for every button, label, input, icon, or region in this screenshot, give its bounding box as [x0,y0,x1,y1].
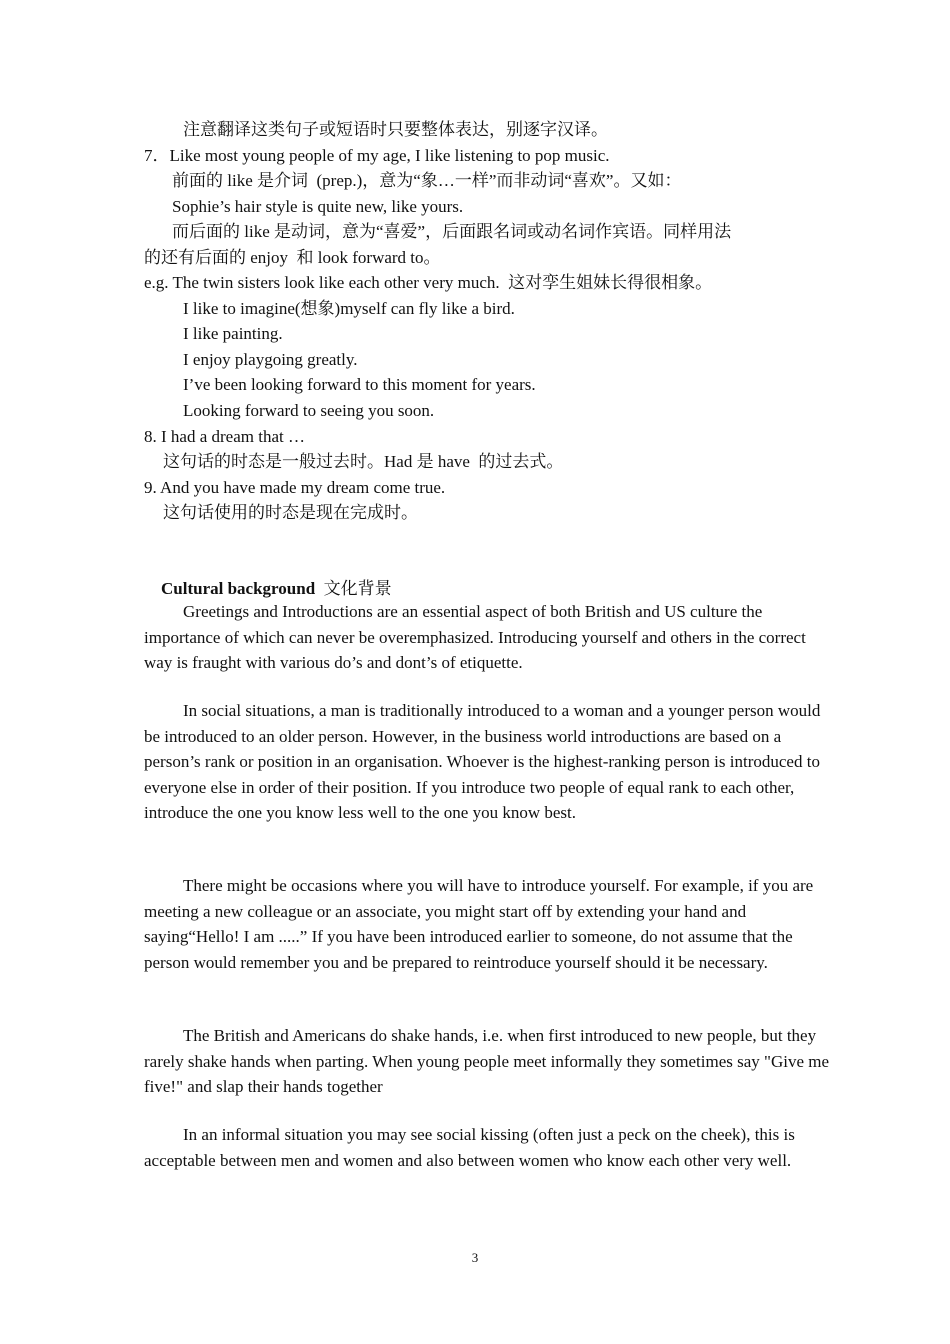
paragraph-social-kissing: In an informal situation you may see social kissing (often just a peck on the cheek), this is acceptable between men and women and also between women who know each other very well. [144,1125,795,1170]
example-sentence: I enjoy playgoing greatly. [183,350,358,369]
section-heading-chinese: 文化背景 [323,579,392,598]
section-heading-english: Cultural background [161,579,316,598]
paragraph-shake-hands: The British and Americans do shake hands, i.e. when first introduced to new people, but they rarely shake hands when parting. When young people meet informally they sometimes say "Give me five!" and slap their hands together [144,1026,830,1096]
paragraph-social-situations: In social situations, a man is traditionally introduced to a woman and a younger person would be introduced to an older person. However, in the business world introductions are based on a person’s rank or position in an organisation. Whoever is the highest-ranking person is introduced to everyone else in order of their position. If you introduce two people of equal rank to each other, introduce the one you know less well to the one you know best. [144,701,821,822]
item-7-explanation-3: 的还有后面的 enjoy 和 look forward to。 [144,248,441,267]
example-sentence: I like painting. [183,324,283,343]
item-7-sentence: 7．Like most young people of my age, I like listening to pop music. [144,146,610,165]
item-8-sentence: 8. I had a dream that … [144,427,305,446]
item-9-explanation: 这句话使用的时态是现在完成时。 [163,503,418,522]
item-8-explanation: 这句话的时态是一般过去时。Had 是 have 的过去式。 [163,452,564,471]
example-sentence: I like to imagine(想象)myself can fly like a bird. [183,299,515,318]
item-7-example: Sophie’s hair style is quite new, like yours. [172,197,464,216]
item-7-explanation-2: 而后面的 like 是动词，意为“喜爱”，后面跟名词或动名词作宾语。同样用法 [172,222,732,241]
paragraph-self-introduction: There might be occasions where you will have to introduce yourself. For example, if you are meeting a new colleague or an associate, you might start off by extending your hand and saying“Hello! I am .....” If you have been introduced earlier to someone, do not assume that the person would remember you and be prepared to reintroduce yourself should it be necessary. [144,876,814,972]
paragraph-greetings: Greetings and Introductions are an essential aspect of both British and US culture the importance of which can never be overemphasized. Introducing yourself and others in the correct way is fraught with various do’s and dont’s of etiquette. [144,602,806,672]
item-9-sentence: 9. And you have made my dream come true. [144,478,446,497]
example-sentence: Looking forward to seeing you soon. [183,401,435,420]
item-7-explanation-1: 前面的 like 是介词 (prep.)，意为“象…一样”而非动词“喜欢”。又如： [172,171,682,190]
example-sentence: I’ve been looking forward to this moment for years. [183,375,536,394]
translation-note: 注意翻译这类句子或短语时只要整体表达，别逐字汉译。 [183,120,608,139]
page-number: 3 [471,1250,479,1265]
example-line: e.g. The twin sisters look like each other very much. 这对孪生姐妹长得很相象。 [144,273,713,292]
